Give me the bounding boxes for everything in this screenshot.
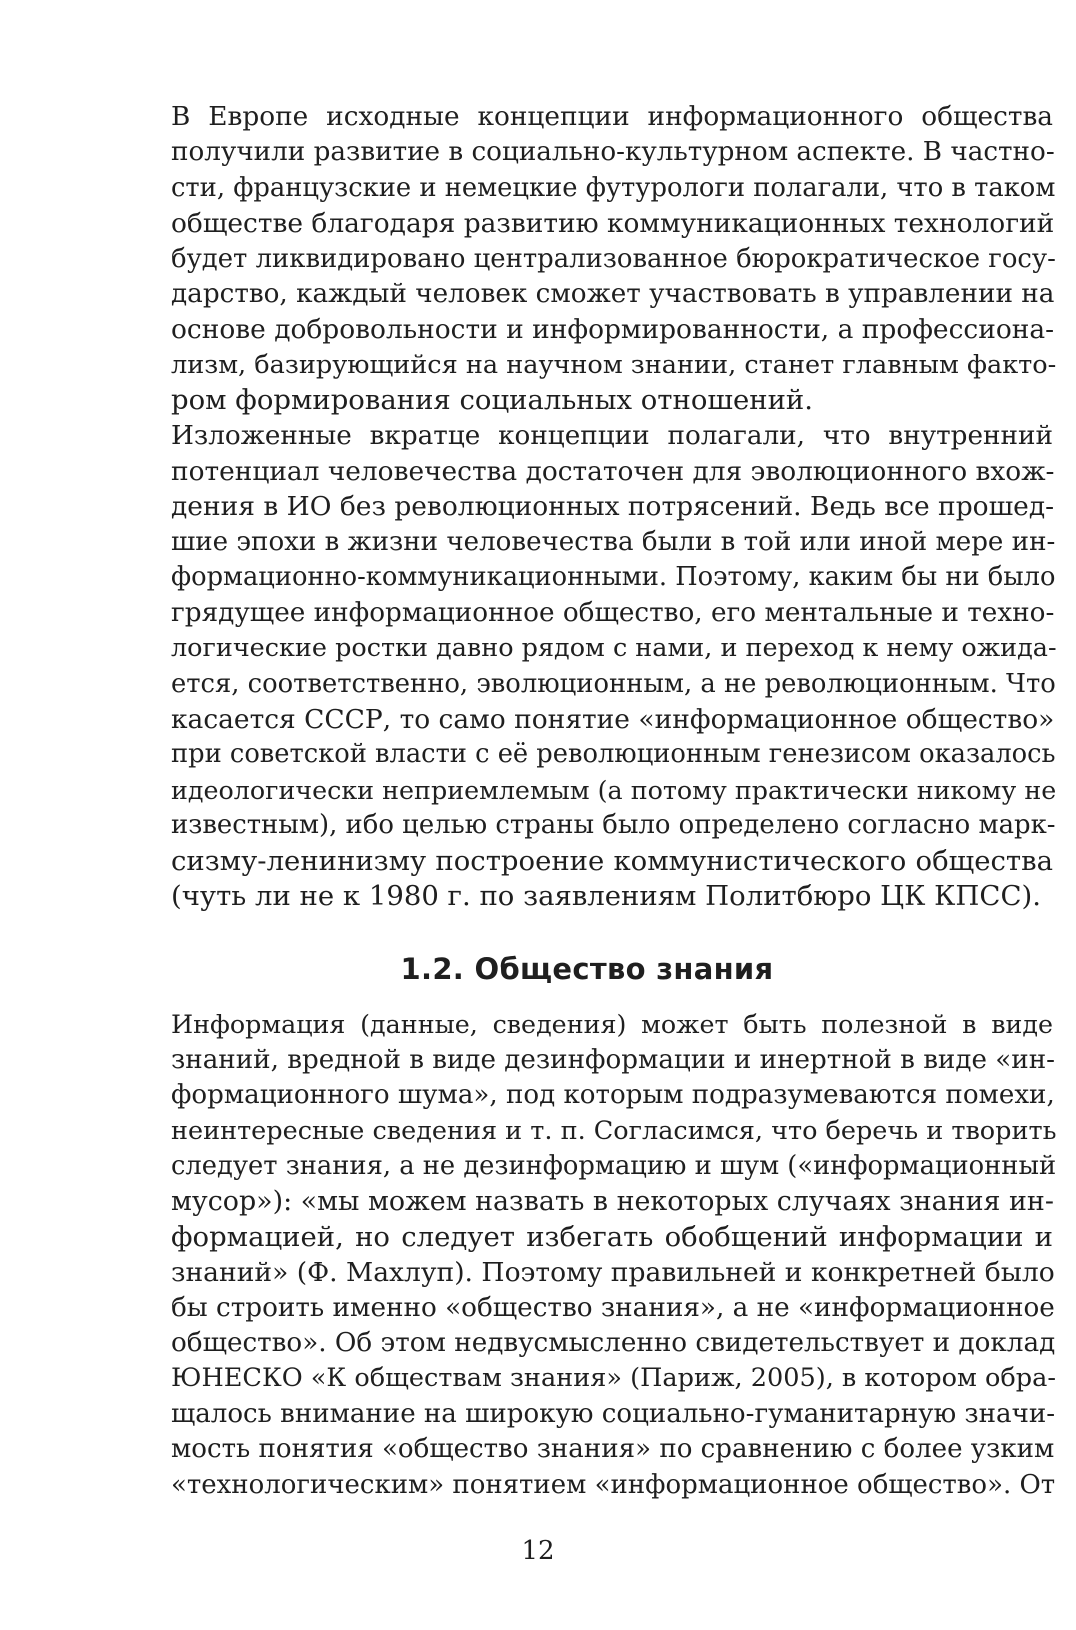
section-heading: 1.2. Общество знания — [400, 952, 774, 987]
text-line: основе добровольности и информированности, а профессиона- — [171, 314, 1055, 346]
text-line: В Европе исходные концепции информационного общества — [171, 102, 1053, 132]
text-line: будет ликвидировано централизованное бюрократическое госу- — [171, 243, 1056, 274]
text-line: знаний, вредной в виде дезинформации и инертной в виде «ин- — [171, 1044, 1055, 1075]
text-line: при советской власти с её революционным генезисом оказалось — [171, 739, 1056, 770]
text-line: мусор»): «мы можем назвать в некоторых случаях знания ин- — [171, 1186, 1054, 1218]
page-number: 12 — [521, 1536, 555, 1566]
text-line: (чуть ли не к 1980 г. по заявлениям Политбюро ЦК КПСС). — [171, 879, 1041, 912]
text-line: Информация (данные, сведения) может быть полезной в виде — [171, 1009, 1053, 1040]
text-line: «технологическим» понятием «информационное общество». От — [171, 1469, 1056, 1500]
text-line: знаний» (Ф. Махлуп). Поэтому правильней и конкретней было — [171, 1257, 1055, 1289]
text-line: сти, французские и немецкие футурологи полагали, что в таком — [171, 172, 1056, 203]
paragraph-europe-concepts — [121, 100, 1057, 419]
text-line: дения в ИО без революционных потрясений. Ведь все прошед- — [171, 491, 1055, 523]
text-line: неинтересные сведения и т. п. Согласимся, что беречь и творить — [171, 1115, 1057, 1146]
text-line: грядущее информационное общество, его ментальные и техно- — [171, 597, 1055, 628]
text-line: мость понятия «общество знания» по сравнению с более узким — [171, 1434, 1055, 1465]
text-line: сизму-ленинизму построение коммунистического общества — [171, 844, 1053, 877]
text-line: идеологически неприемлемым (а потому практически никому не — [171, 774, 1057, 805]
text-line: ется, соответственно, эволюционным, а не революционным. Что — [171, 668, 1056, 699]
text-line: формационно-коммуникационными. Поэтому, каким бы ни было — [171, 562, 1056, 593]
text-line: логические ростки давно рядом с нами, и переход к нему ожида- — [171, 633, 1057, 664]
page-body — [121, 100, 1057, 1503]
paragraph-knowledge-society — [121, 1007, 1057, 1503]
text-line: шие эпохи в жизни человечества были в той или иной мере ин- — [171, 526, 1056, 557]
text-line: ЮНЕСКО «К обществам знания» (Париж, 2005), в котором обра- — [171, 1363, 1056, 1394]
text-line: потенциал человечества достаточен для эволюционного вхож- — [171, 456, 1055, 488]
text-line: ром формирования социальных отношений. — [171, 384, 813, 417]
text-line: известным), ибо целью страны было определено согласно марк- — [171, 810, 1056, 841]
text-line: обществе благодаря развитию коммуникационных технологий — [171, 208, 1055, 240]
text-line: касается СССР, то само понятие «информационное общество» — [171, 703, 1055, 735]
text-line: формацией, но следует избегать обобщений информации и — [171, 1220, 1053, 1253]
text-line: дарство, каждый человек сможет участвовать в управлении на — [171, 279, 1055, 310]
text-line: получили развитие в социально-культурном аспекте. В частно- — [171, 137, 1055, 168]
text-line: общество». Об этом недвусмысленно свидетельствует и доклад — [171, 1328, 1056, 1358]
paragraph-evolutionary-transition — [121, 419, 1057, 915]
text-line: бы строить именно «общество знания», а не «информационное — [171, 1292, 1055, 1323]
text-line: лизм, базирующийся на научном знании, станет главным факто- — [171, 349, 1057, 380]
text-line: следует знания, а не дезинформацию и шум («информационный — [171, 1150, 1057, 1181]
text-line: Изложенные вкратце концепции полагали, что внутренний — [171, 420, 1053, 451]
text-line: щалось внимание на широкую социально-гуманитарную значи- — [171, 1398, 1056, 1429]
text-line: формационного шума», под которым подразумеваются помехи, — [171, 1080, 1055, 1111]
